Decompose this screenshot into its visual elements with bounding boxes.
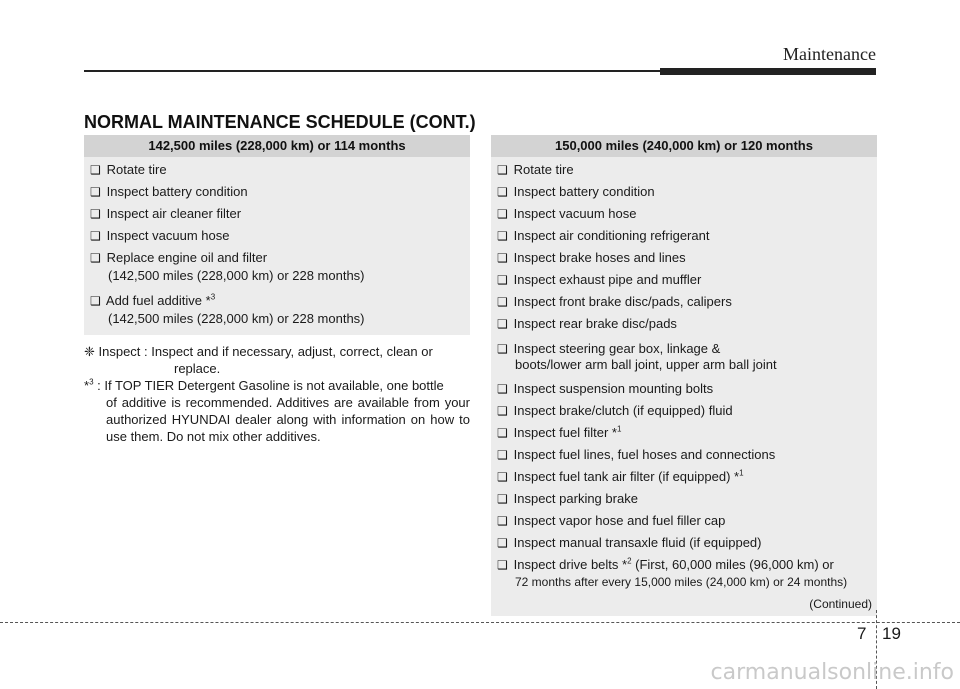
- inspect-note-cont: replace.: [174, 361, 221, 376]
- checklist-item: ❑ Inspect battery condition: [497, 184, 655, 199]
- schedule-box-142500: [84, 135, 470, 335]
- checkbox-icon: ❑: [90, 163, 101, 177]
- checklist-item: ❑ Inspect air conditioning refrigerant: [497, 228, 710, 243]
- schedule-box-150000: [491, 135, 877, 616]
- checklist-item: ❑ Rotate tire: [497, 162, 574, 177]
- checklist-item: ❑ Inspect exhaust pipe and muffler: [497, 272, 702, 287]
- checklist-item-detail: boots/lower arm ball joint, upper arm ball joint: [515, 357, 777, 372]
- checklist-item: ❑ Inspect air cleaner filter: [90, 206, 242, 221]
- checkbox-icon: ❑: [497, 448, 508, 462]
- checklist-item: ❑ Inspect vacuum hose: [90, 228, 230, 243]
- checkbox-icon: ❑: [497, 229, 508, 243]
- checklist-item: ❑ Inspect rear brake disc/pads: [497, 316, 677, 331]
- checklist-item: ❑ Add fuel additive *$^3$: [90, 292, 216, 308]
- checklist-item: ❑ Inspect fuel filter *$^1$: [497, 424, 622, 440]
- checkbox-icon: ❑: [90, 185, 101, 199]
- additive-note: *$^3$ : If TOP TIER Detergent Gasoline is not available, one bottle: [84, 377, 444, 393]
- watermark: carmanualsonline.info: [710, 660, 954, 685]
- continued-label: (Continued): [809, 597, 872, 611]
- checklist-item-detail: (142,500 miles (228,000 km) or 228 months): [108, 268, 365, 283]
- checkbox-icon: ❑: [497, 536, 508, 550]
- checkbox-icon: ❑: [90, 207, 101, 221]
- checklist-item: ❑ Inspect manual transaxle fluid (if equipped): [497, 535, 762, 550]
- checklist-item: ❑ Inspect fuel tank air filter (if equipped) *$^1$: [497, 468, 744, 484]
- checkbox-icon: ❑: [497, 558, 508, 572]
- checkbox-icon: ❑: [497, 185, 508, 199]
- checkbox-icon: ❑: [497, 207, 508, 221]
- box-heading: 150,000 miles (240,000 km) or 120 months: [491, 135, 877, 157]
- checklist-item: ❑ Replace engine oil and filter: [90, 250, 268, 265]
- header-bar: [660, 68, 876, 75]
- inspect-note: ❈ Inspect : Inspect and if necessary, adjust, correct, clean or: [84, 344, 433, 359]
- checklist-item: ❑ Inspect vacuum hose: [497, 206, 637, 221]
- running-header: Maintenance: [783, 44, 876, 64]
- checkbox-icon: ❑: [90, 251, 101, 265]
- header-rule: [84, 70, 660, 72]
- checklist-item: ❑ Inspect brake hoses and lines: [497, 250, 686, 265]
- checkbox-icon: ❑: [497, 514, 508, 528]
- checklist-item: ❑ Inspect brake/clutch (if equipped) fluid: [497, 403, 733, 418]
- section-title: NORMAL MAINTENANCE SCHEDULE (CONT.): [84, 112, 476, 132]
- checklist-item: ❑ Inspect drive belts *$^2$ (First, 60,000 miles (96,000 km) or: [497, 556, 834, 572]
- checklist-item: ❑ Inspect steering gear box, linkage &: [497, 341, 721, 356]
- page-number: 19: [882, 624, 901, 643]
- checklist-item-detail: 72 months after every 15,000 miles (24,000 km) or 24 months): [515, 575, 848, 589]
- box-heading: 142,500 miles (228,000 km) or 114 months: [84, 135, 470, 157]
- checkbox-icon: ❑: [90, 294, 101, 308]
- checklist-item: ❑ Rotate tire: [90, 162, 167, 177]
- chapter-number: 7: [857, 624, 867, 643]
- checkbox-icon: ❑: [497, 470, 508, 484]
- additive-note-cont: of additive is recommended. Additives are available from your authorized HYUNDAI dealer along with information on how to use them. Do not mix other additives.: [106, 395, 470, 444]
- checkbox-icon: ❑: [497, 163, 508, 177]
- checklist-item: ❑ Inspect parking brake: [497, 491, 638, 506]
- checklist-item: ❑ Inspect suspension mounting bolts: [497, 381, 714, 396]
- footnotes: [84, 343, 470, 445]
- checkbox-icon: ❑: [497, 251, 508, 265]
- checklist-item: ❑ Inspect vapor hose and fuel filler cap: [497, 513, 726, 528]
- checkbox-icon: ❑: [497, 404, 508, 418]
- checklist-item: ❑ Inspect fuel lines, fuel hoses and connections: [497, 447, 776, 462]
- checkbox-icon: ❑: [497, 317, 508, 331]
- checkbox-icon: ❑: [90, 229, 101, 243]
- footer-rule: [0, 622, 960, 623]
- checklist-item: ❑ Inspect battery condition: [90, 184, 248, 199]
- checkbox-icon: ❑: [497, 492, 508, 506]
- checkbox-icon: ❑: [497, 382, 508, 396]
- checklist-item: ❑ Inspect front brake disc/pads, calipers: [497, 294, 732, 309]
- checkbox-icon: ❑: [497, 295, 508, 309]
- checkbox-icon: ❑: [497, 342, 508, 356]
- checklist-item-detail: (142,500 miles (228,000 km) or 228 months): [108, 311, 365, 326]
- checkbox-icon: ❑: [497, 273, 508, 287]
- checkbox-icon: ❑: [497, 426, 508, 440]
